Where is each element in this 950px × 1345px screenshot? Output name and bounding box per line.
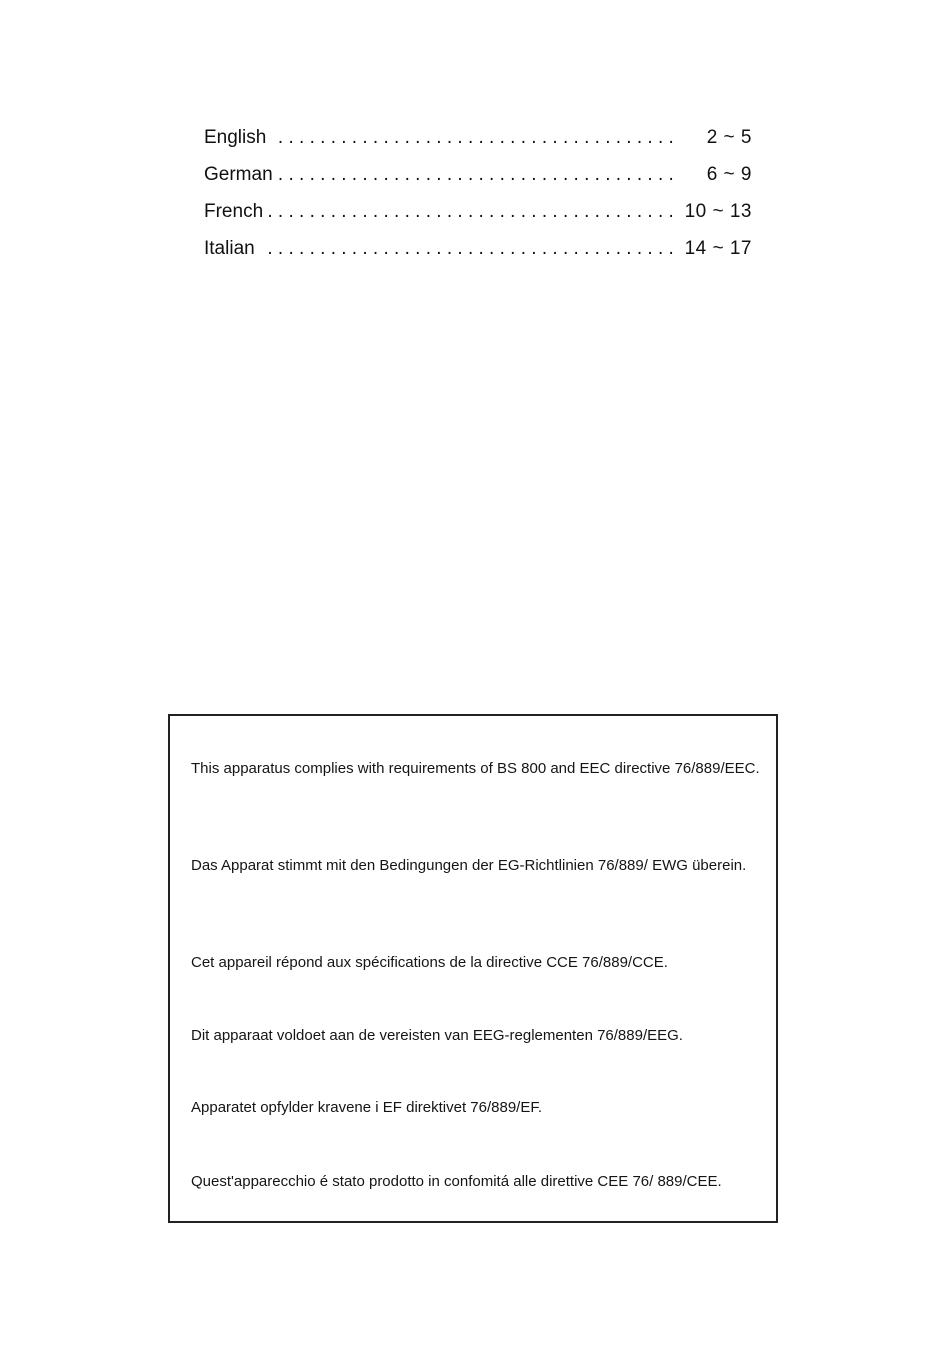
toc-entry-italian[interactable] xyxy=(204,235,752,272)
toc-label: French xyxy=(204,198,269,226)
toc-entry-english[interactable] xyxy=(204,124,752,161)
compliance-notice-french: Cet appareil répond aux spécifications de la directive CCE 76/889/CCE. xyxy=(191,954,668,971)
toc-page-range: 14 ~ 17 xyxy=(684,238,752,259)
compliance-notice-german: Das Apparat stimmt mit den Bedingungen der EG-Richtlinien 76/889/ EWG überein. xyxy=(191,857,747,874)
compliance-notice-box xyxy=(168,714,778,1223)
toc-label: Italian xyxy=(204,235,261,263)
toc-leader-dots xyxy=(204,198,674,226)
toc-leader-dots xyxy=(204,124,674,152)
toc-entry-french[interactable] xyxy=(204,198,752,235)
toc-page-range: 6 ~ 9 xyxy=(706,164,752,185)
toc-page-range: 10 ~ 13 xyxy=(684,201,752,222)
toc-label: English xyxy=(204,124,272,152)
toc-entry-german[interactable] xyxy=(204,161,752,198)
compliance-notice-english: This apparatus complies with requirements of BS 800 and EEC directive 76/889/EEC. xyxy=(191,760,760,777)
compliance-notice-danish: Apparatet opfylder kravene i EF direktivet 76/889/EF. xyxy=(191,1099,543,1116)
toc-leader-dots xyxy=(204,235,674,263)
compliance-notice-dutch: Dit apparaat voldoet aan de vereisten van EEG-reglementen 76/889/EEG. xyxy=(191,1027,683,1044)
toc-page-range: 2 ~ 5 xyxy=(706,127,752,148)
table-of-contents xyxy=(204,124,752,272)
compliance-notice-italian: Quest'apparecchio é stato prodotto in confomitá alle direttive CEE 76/ 889/CEE. xyxy=(191,1173,722,1190)
toc-label: German xyxy=(204,161,279,189)
